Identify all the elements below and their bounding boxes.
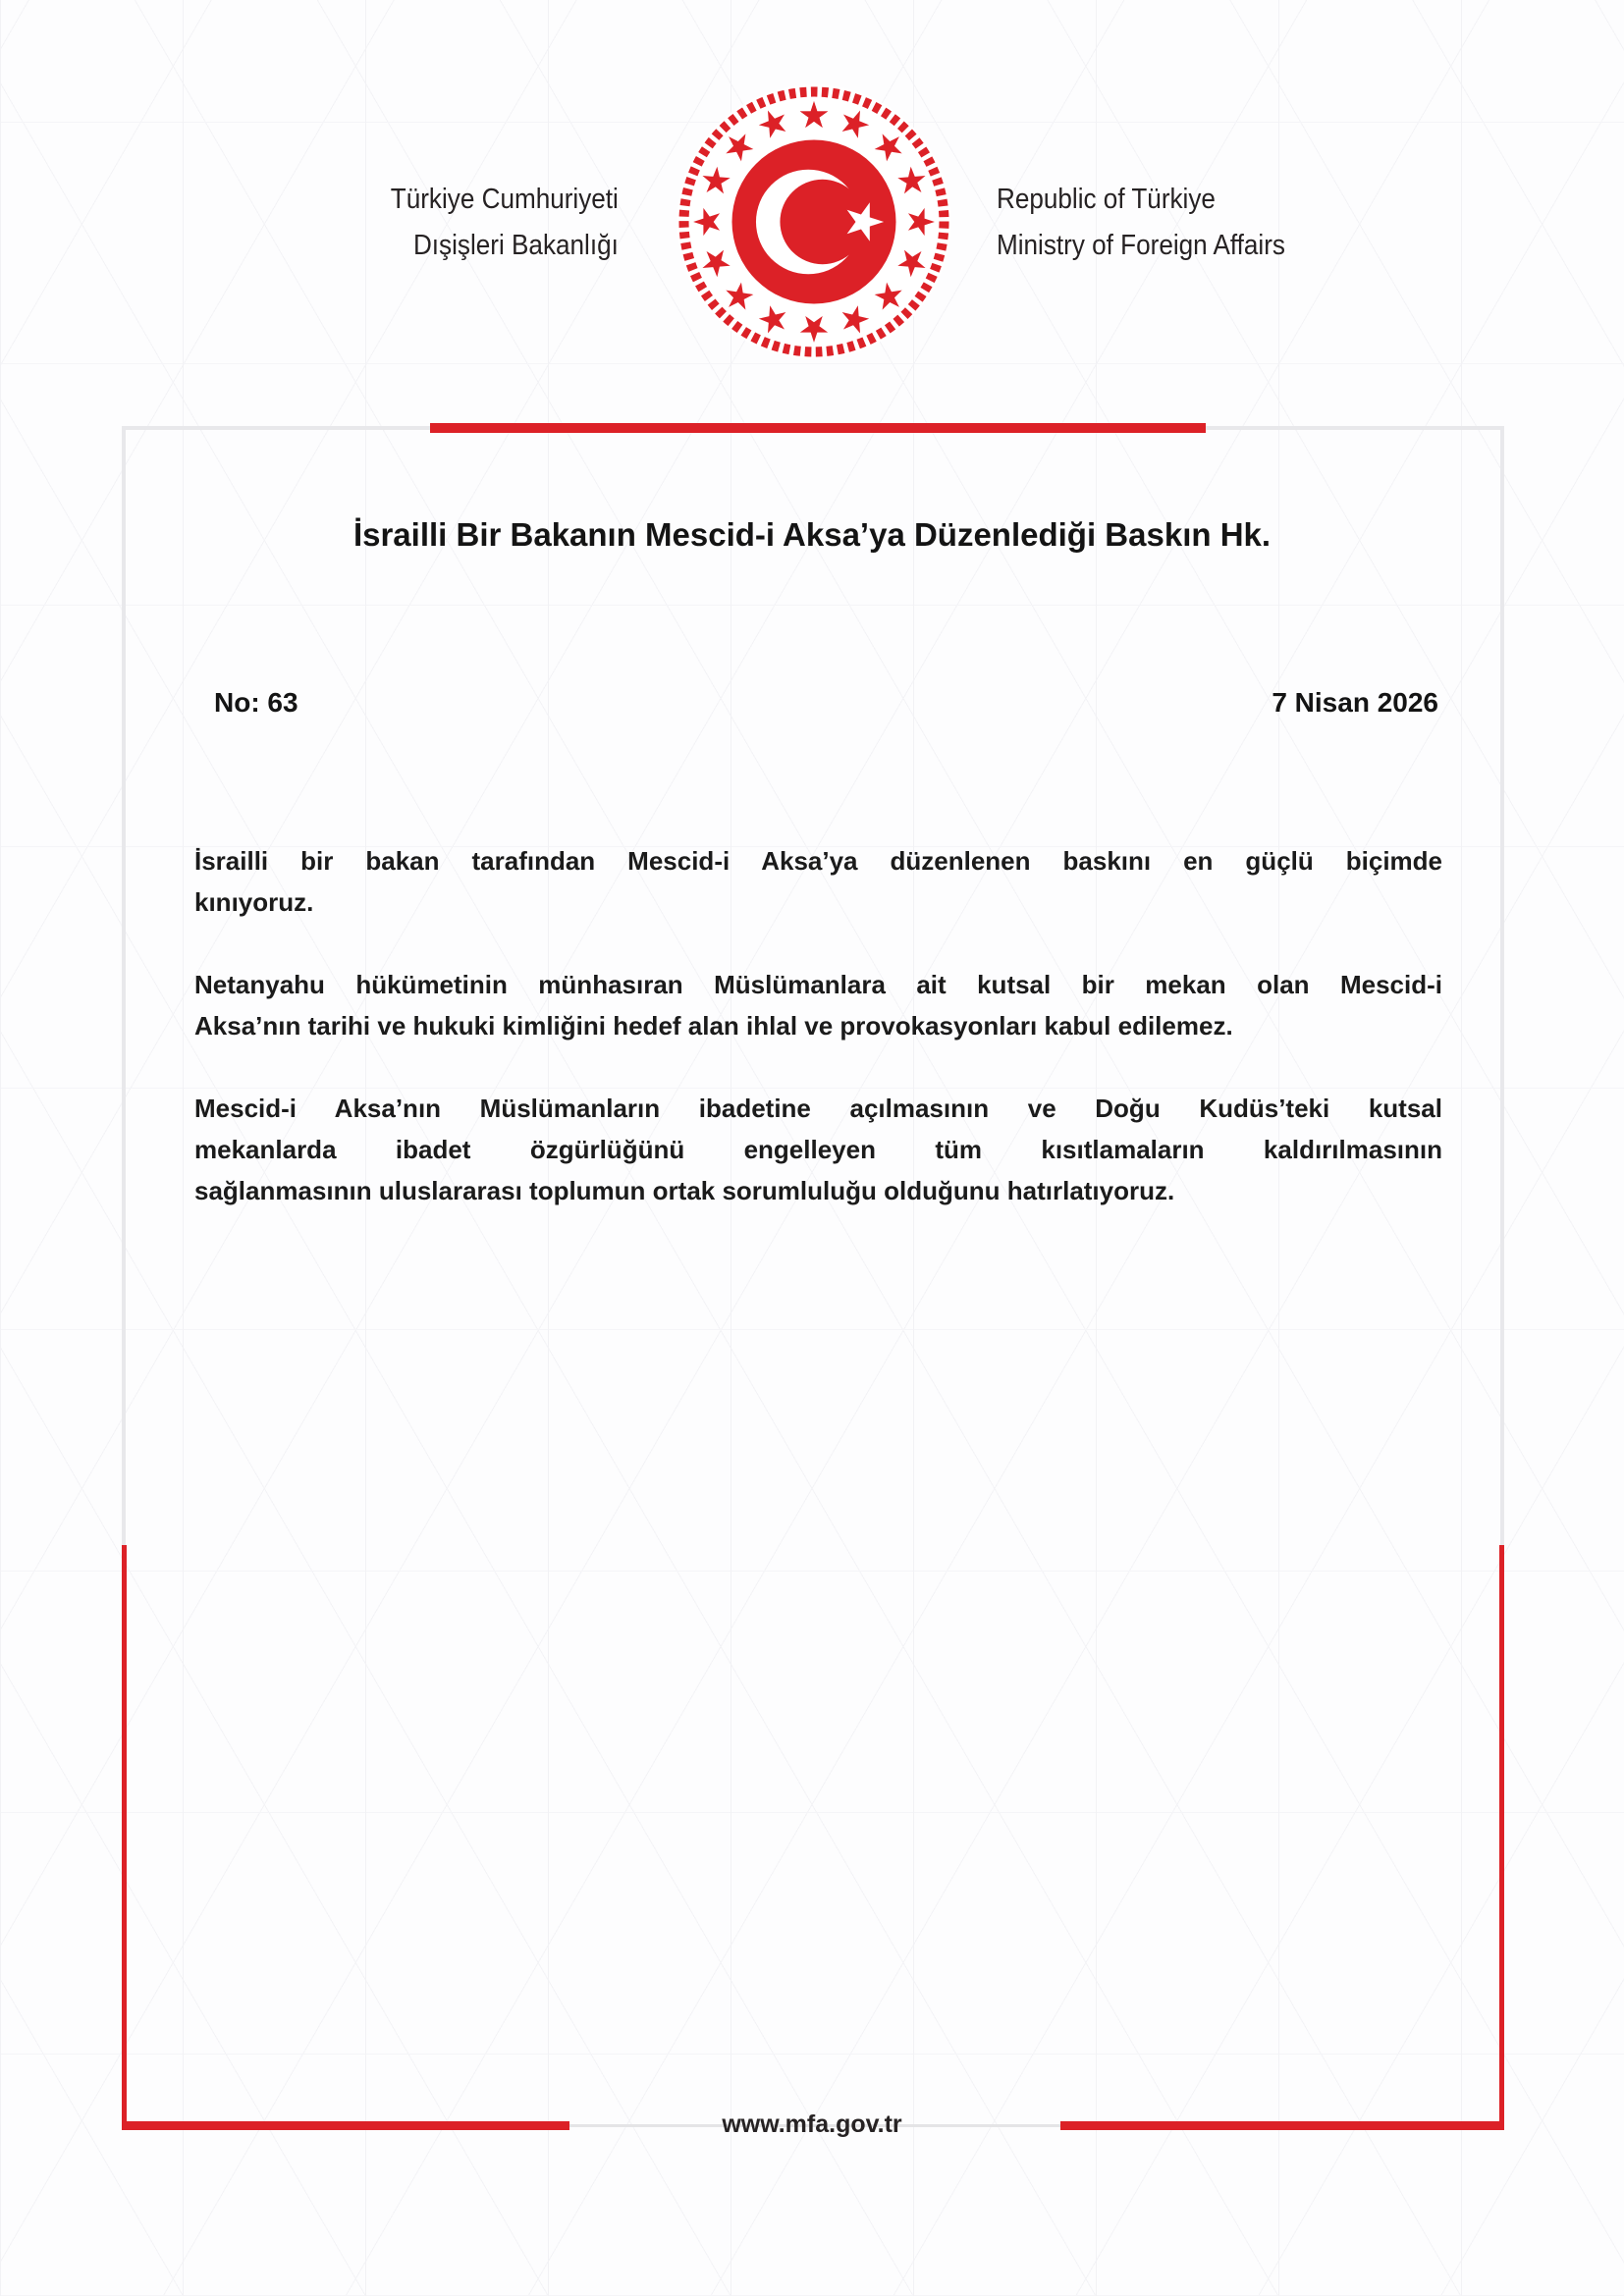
ministry-name-english-line1: Republic of Türkiye: [997, 184, 1216, 215]
ministry-name-turkish: [391, 177, 619, 269]
paragraph-3-line-1: Mescid-i Aksa’nın Müslümanların ibadetine açılmasının ve Doğu Kudüs’teki kutsal: [194, 1094, 1442, 1123]
paragraph-1-line-2: kınıyoruz.: [194, 887, 314, 917]
header-red-bar: [430, 423, 1206, 433]
press-release-title: İsrailli Bir Bakanın Mescid-i Aksa’ya Düzenlediği Baskın Hk.: [352, 516, 1272, 553]
paragraph-3: [194, 1088, 1442, 1211]
press-release-body: [194, 840, 1442, 1253]
paragraph-1-line-1: İsrailli bir bakan tarafından Mescid-i Aksa’ya düzenlenen baskını en güçlü biçimde: [194, 846, 1442, 876]
paragraph-2: [194, 964, 1442, 1046]
frame-left-border-red: [122, 1545, 127, 2130]
paragraph-3-line-2: mekanlarda ibadet özgürlüğünü engelleyen tüm kısıtlamaların kaldırılmasının: [194, 1135, 1442, 1164]
ministry-name-english: [997, 177, 1285, 269]
frame-right-border-gray: [1500, 426, 1504, 1545]
frame-right-border-red: [1499, 1545, 1504, 2130]
website-url: www.mfa.gov.tr: [722, 2110, 902, 2138]
release-date: 7 Nisan 2026: [1272, 687, 1438, 718]
paragraph-3-line-3: sağlanmasının uluslararası toplumun ortak sorumluluğu olduğunu hatırlatıyoruz.: [194, 1176, 1175, 1205]
ministry-name-turkish-line2: Dışişleri Bakanlığı: [413, 230, 619, 261]
ministry-name-turkish-line1: Türkiye Cumhuriyeti: [390, 184, 619, 215]
turkiye-mfa-emblem-icon: [673, 80, 955, 363]
frame-left-border-gray: [122, 426, 126, 1545]
release-number: No: 63: [214, 687, 298, 718]
reference-row: [194, 687, 1442, 719]
ministry-name-english-line2: Ministry of Foreign Affairs: [997, 230, 1285, 261]
paragraph-2-line-1: Netanyahu hükümetinin münhasıran Müslümanlara ait kutsal bir mekan olan Mescid-i: [194, 970, 1442, 999]
paragraph-2-line-2: Aksa’nın tarihi ve hukuki kimliğini hedef alan ihlal ve provokasyonları kabul edilemez.: [194, 1011, 1233, 1041]
paragraph-1: [194, 840, 1442, 923]
document-frame: [122, 426, 1504, 2130]
